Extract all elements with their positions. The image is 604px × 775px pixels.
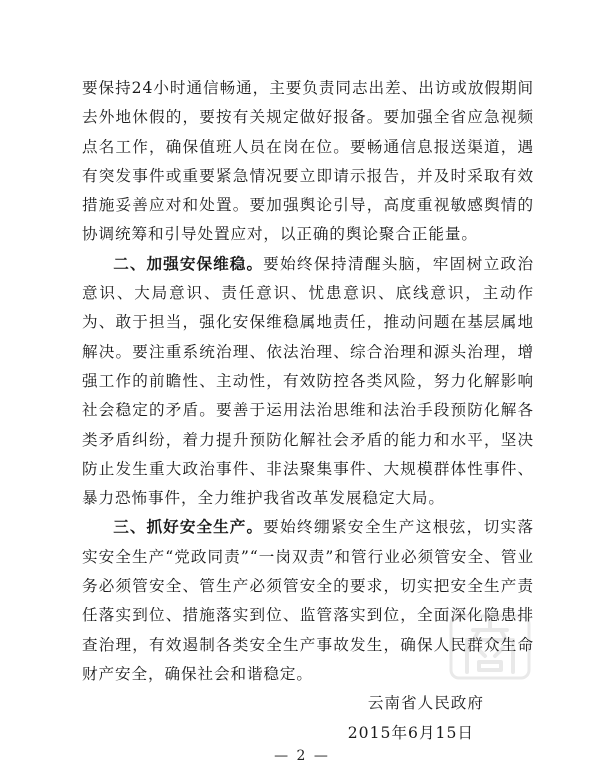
paragraph-2 [82,250,534,514]
paragraph-1-text: 要保持24小时通信畅通，主要负责同志出差、出访或放假期间去外地休假的，要按有关规定做好报备。要加强全省应急视频点名工作，确保值班人员在岗在位。要畅通信息报送渠道，遇有突发事件或重要紧急情况要立即请示报告，并及时采取有效措施妥善应对和处置。要加强舆论引导，高度重视敏感舆情的协调统筹和引导处置应对，以正确的舆论聚合正能量。 [82,79,534,244]
section-heading-safety: 三、抓好安全生产。 [113,518,264,537]
issuing-organization: 云南省人民政府 [367,694,484,712]
document-body [82,74,534,689]
paragraph-2-text: 要始终保持清醒头脑，牢固树立政治意识、大局意识、责任意识、忧患意识、底线意识，主动作为、敢于担当，强化安保维稳属地责任，推动问题在基层属地解决。要注重系统治理、依法治理、综合治理和源头治理，增强工作的前瞻性、主动性，有效防控各类风险，努力化解影响社会稳定的矛盾。要善于运用法治思维和法治手段预防化解各类矛盾纠纷，着力提升预防化解社会矛盾的能力和水平，坚决防止发生重大政治事件、非法聚集事件、大规模群体性事件、暴力恐怖事件，全力维护我省改革发展稳定大局。 [82,254,534,508]
paragraph-1 [82,74,534,250]
shang-seal-watermark-icon [445,612,535,682]
section-heading-security: 二、加强安保维稳。 [113,254,264,273]
paragraph-3-text: 要始终绷紧安全生产这根弦，切实落实安全生产“党政同责”“一岗双责”和管行业必须管安全、管业务必须管安全、管生产必须管安全的要求，切实把安全生产责任落实到位、措施落实到位、监管落实到位，全面深化隐患排查治理，有效遏制各类安全生产事故发生，确保人民群众生命财产安全，确保社会和谐稳定。 [82,518,534,683]
signature-block [347,690,484,746]
issue-date: 2015年6月15日 [347,724,474,742]
page-number: — 2 — [274,748,330,764]
